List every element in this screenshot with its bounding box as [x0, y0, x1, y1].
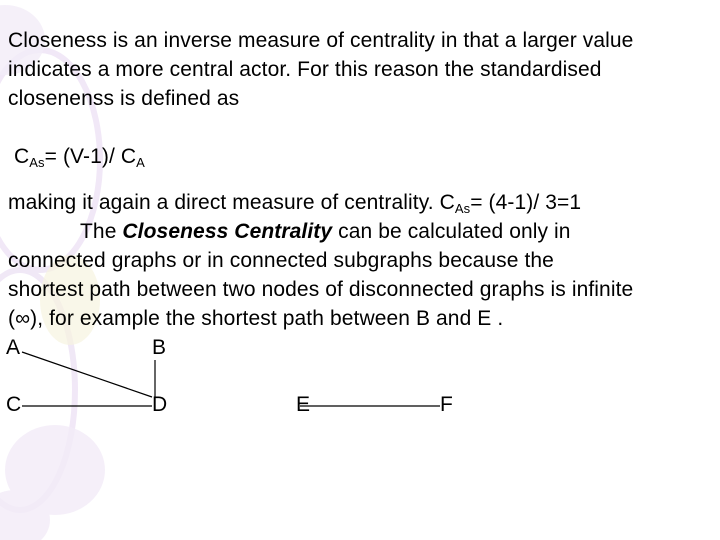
formula-mid: = (V-1)/ C — [44, 145, 137, 168]
body-line-4: (∞), for example the shortest path between B and E . — [8, 307, 504, 330]
node-c: C — [6, 393, 22, 416]
node-f: F — [440, 393, 453, 416]
direct-post: = (4-1)/ 3=1 — [470, 191, 582, 214]
node-e: E — [296, 393, 311, 416]
node-d: D — [152, 393, 168, 416]
direct-sub: As — [454, 201, 471, 216]
node-a: A — [6, 336, 21, 359]
formula-sub-a: A — [136, 155, 145, 170]
body-line-3: shortest path between two nodes of disconnected graphs is infinite — [8, 278, 634, 301]
formula-sub-as: As — [29, 155, 45, 170]
body-the: The — [80, 220, 123, 243]
intro-line-2: indicates a more central actor. For this reason the standardised — [8, 58, 602, 81]
closeness-centrality-term: Closeness Centrality — [122, 220, 333, 243]
edge-a-d — [22, 352, 152, 397]
body-line-2: connected graphs or in connected subgraphs because the — [8, 249, 554, 272]
node-b: B — [152, 336, 167, 359]
intro-line-3: closenenss is defined as — [8, 87, 240, 110]
intro-line-1: Closeness is an inverse measure of centrality in that a larger value — [8, 29, 634, 52]
body-rest: can be calculated only in — [332, 220, 571, 243]
direct-pre: making it again a direct measure of centrality. C — [8, 191, 455, 214]
formula-c: C — [14, 145, 30, 168]
